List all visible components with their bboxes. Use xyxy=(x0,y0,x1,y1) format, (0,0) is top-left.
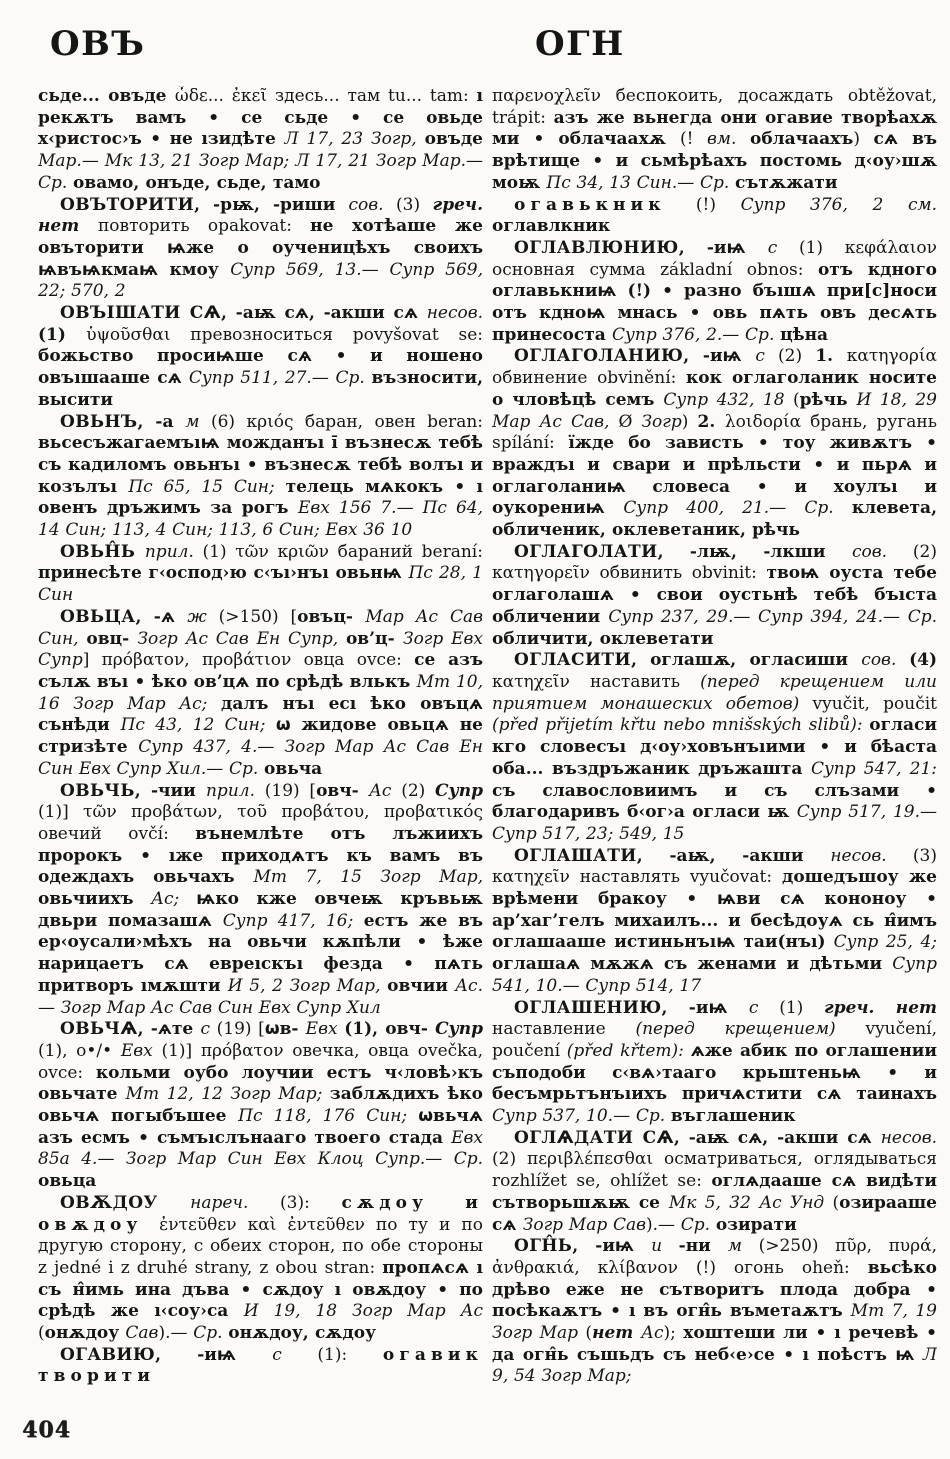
text-run: Ас xyxy=(369,780,402,801)
text-run: ОВЬЧЬ xyxy=(60,780,135,801)
text-run: ( xyxy=(38,1323,45,1344)
text-run: онѫдоу xyxy=(44,1323,126,1344)
text-run: с xyxy=(755,346,779,367)
text-run: сьде... овъде xyxy=(38,86,175,106)
text-run: Супр 537, 10.— Ср. xyxy=(492,1106,671,1127)
left-column xyxy=(38,86,483,1408)
text-run: повторить opakovat: xyxy=(97,216,311,237)
text-run: (2) xyxy=(401,780,436,801)
text-run: Супр 437, 4.— Зогр Мар Ас Сав Ен Син Евх Супр Хил.— Ср. xyxy=(38,737,483,779)
text-run: ïжде бо зависть • тоу живѫтъ • враждъı и свари и прѣльсти • и пьрѧ и оглаголаниѩ словеса • и хоулъı и оукорениѩ xyxy=(492,433,937,519)
text-run: Пс 43, 12 Син; xyxy=(120,715,276,736)
text-run: рѣчь xyxy=(799,389,857,410)
text-run: оглашаѧ мѫжѧ съ женами и дѣтьми xyxy=(492,954,893,975)
text-run: (перед крещением или приятием монашеских обетов) xyxy=(492,671,937,714)
text-run: с xyxy=(200,1019,217,1040)
text-run: овч- xyxy=(385,1019,436,1040)
text-run: греч. нет xyxy=(38,194,483,237)
text-run: озирати xyxy=(715,1214,797,1235)
text-run: Супр 376, 2.— Ср. xyxy=(612,324,781,345)
text-run: (6) κριός баран, овен beran: xyxy=(210,411,483,432)
text-run: божьство просиѩше сѧ • и ношено овъıшааше сѧ xyxy=(38,346,483,389)
text-run: (4) xyxy=(909,650,937,671)
text-run: Ас; xyxy=(151,889,197,910)
text-run: , -ѧ xyxy=(135,606,188,627)
text-run: (1) xyxy=(779,997,825,1018)
text-run: Супр 432, 18 xyxy=(663,389,794,410)
text-run: прил. xyxy=(144,541,203,562)
text-run: несов. xyxy=(830,845,913,866)
text-run: И 5, 2 Зогр Мар, xyxy=(227,975,388,996)
text-run: (1), о•/• xyxy=(38,1040,121,1061)
text-run: ( xyxy=(793,389,800,410)
text-run: Евх 85а 4.— Зогр Мар Син Евх Клоц Супр.— Ср. xyxy=(38,1127,483,1170)
text-run: ( xyxy=(585,1323,593,1344)
text-run: онѫдоу, сѫдоу xyxy=(228,1323,377,1344)
text-run: ѡ жидове овьцѧ не стризѣте xyxy=(38,715,483,758)
text-run: -ни xyxy=(678,1236,728,1257)
text-run: принесѣте г‹оспод›ю с‹ъı›нъı овьнѩ xyxy=(38,563,409,584)
text-run: (1), xyxy=(344,1019,386,1040)
text-run: Евх 156 7.— Пс 64, 14 Син; 113, 4 Син; 113, 6 Син; Евх 36 10 xyxy=(38,498,483,541)
text-run: сов. xyxy=(851,541,913,562)
text-run: естъ же въ ер‹оусали›мѣхъ на овьчи кѫпѣли • ѣже нарицаетъ сѧ евреıскъı фезда • пѧть притворъ ıмѫшти xyxy=(38,910,483,996)
text-run: (3) xyxy=(396,194,433,215)
text-run: сѫдоу и овѫдоу xyxy=(38,1192,483,1235)
text-run: (před křtem): xyxy=(566,1040,691,1061)
text-run: (>250) πῦρ, πυρά, ἀνθρακιά, κλίβανον (!) огонь oheň: xyxy=(492,1236,937,1278)
entry-ogavyknik xyxy=(492,195,937,238)
text-run: Супр 376, 2 см. xyxy=(740,194,937,215)
text-run: несов. xyxy=(426,303,483,324)
text-run: оглавлкник xyxy=(492,216,611,237)
text-run: Супр 547, 21: xyxy=(810,758,937,779)
text-run: (1) τῶν κριῶν бараний beraní: xyxy=(202,541,483,562)
text-run: ОГН̂Ь xyxy=(514,1236,573,1257)
text-run: с xyxy=(272,1344,318,1365)
text-run: ѡвьчѧ азъ есмъ • съмъıслънааго твоего стада xyxy=(38,1106,483,1148)
text-run: ОВЪТОРИТИ xyxy=(60,194,195,215)
entry-ovutoriti xyxy=(38,195,483,304)
text-run: ОВЬНЪ xyxy=(60,411,138,432)
right-column xyxy=(492,86,937,1408)
page-number: 404 xyxy=(22,1417,71,1443)
text-run: Евх xyxy=(120,1040,162,1061)
text-run: овц- xyxy=(86,628,138,649)
text-run: огавик творити xyxy=(38,1344,483,1387)
text-run: (19) [ xyxy=(216,1019,265,1040)
text-run: Мар.— Мк 13, 21 Зогр Мар; Л 17, 21 Зогр Мар.— Ср. xyxy=(38,151,483,193)
text-run: (перед крещением) xyxy=(635,1019,866,1040)
text-run: (2) κατηγορεῖν обвинить obvinit: xyxy=(492,541,937,584)
text-run: , -иѩ xyxy=(155,1344,273,1365)
text-run: (1): xyxy=(317,1344,383,1365)
text-run: ).— xyxy=(646,1214,681,1235)
entry-ogledati-se xyxy=(492,1128,937,1237)
text-run: (3) κατηχεῖν наставлять vyučovat: xyxy=(492,845,937,888)
text-run: с xyxy=(767,237,799,258)
text-run: Супр 237, 29.— Супр 394, 24.— Ср. xyxy=(608,606,937,627)
text-run: ОВЬН̂Ь xyxy=(60,541,145,562)
entry-ovini xyxy=(38,542,483,607)
text-run: огавькник xyxy=(514,194,696,215)
text-run: , -ѧте xyxy=(137,1019,201,1040)
entry-ovica xyxy=(38,607,483,781)
text-run: сов. xyxy=(348,194,397,215)
text-run: ѩко кже овчеѭ кръвьѭ двьри помазашѧ xyxy=(38,889,483,931)
text-run: , -иѩ xyxy=(661,997,749,1018)
text-run: ОВѪДОУ xyxy=(60,1192,191,1213)
text-run: , -иѩ xyxy=(572,1236,652,1257)
text-run: ἐντεῦθεν καὶ ἐντεῦθεν по ту и по другую сторону, с обеих сторон, по обе стороны z jedné i z druhé strany, z obou stran: xyxy=(38,1214,483,1278)
text-run: м xyxy=(727,1236,759,1257)
text-run: дошедъшоу же врѣмени бракоу • ѩви сѧ кононоу • ар’хаг’гелъ михаилъ... и бесѣдоуѧ сь н̂имъ оглашааше истиньнъıѩ таи(нъı) xyxy=(492,867,937,953)
text-run: нареч. xyxy=(190,1192,281,1213)
text-run: овчии xyxy=(387,975,456,996)
text-run: (1)] πρόβατον овечка, овца ovečka, ovce: xyxy=(38,1040,483,1083)
text-run: ОВЬЦА xyxy=(60,606,136,627)
text-run: Пс 28, 1 Син xyxy=(38,563,483,606)
entry-oglavljenije xyxy=(492,238,937,347)
text-run: Супр 400, 21.— Ср. xyxy=(623,498,852,519)
text-run: Ас xyxy=(641,1323,664,1344)
text-run: несов. xyxy=(880,1127,937,1148)
text-run: клевета, обличеник, оклеветаник, рѣчь xyxy=(492,498,937,541)
text-run: м xyxy=(185,411,211,432)
text-run: , -рѭ, -риши xyxy=(194,194,349,215)
text-run: азъ же вьнегда они огавие творѣахѫ ми • облачаахѫ xyxy=(492,107,937,150)
text-run: възносити, высити xyxy=(38,368,483,410)
text-run: Супр 417, 16; xyxy=(222,910,364,931)
text-run: ὧδε... ἐκεῖ здесь... там tu... tam: xyxy=(174,86,477,106)
text-run: (1)] τῶν προβάτων, τοῦ προβάτου, προβατικός овечий ovčí: xyxy=(38,802,483,844)
text-run: Мар Ас Сав Син, xyxy=(38,606,483,649)
text-run: овъде xyxy=(424,129,483,150)
text-run: Сав xyxy=(125,1323,159,1344)
entry-oglashati xyxy=(492,846,937,998)
entry-ovinu xyxy=(38,412,483,542)
entry-ovude-continuation xyxy=(38,86,483,195)
text-run: И 18, 29 Мар Ас Сав, xyxy=(492,389,937,432)
text-run: сътѫжати xyxy=(735,172,838,193)
text-run: прил. xyxy=(205,780,265,801)
text-run: ) xyxy=(853,129,874,150)
text-run: Зогр Мар Сав xyxy=(522,1214,647,1235)
text-run: ( xyxy=(832,1192,840,1213)
text-run: греч. нет xyxy=(824,997,937,1018)
text-run: ѡв- xyxy=(264,1019,306,1040)
text-run: ); xyxy=(663,1323,684,1344)
text-run: хоштеши ли • ı речевѣ • да огн̂ь съшьдъ съ неб‹е›се • ı поѣстъ ѩ xyxy=(492,1323,937,1365)
text-run: ОГЛѦДАТИ СѦ xyxy=(514,1127,674,1148)
text-run: овамо, онъде, сьде, тамо xyxy=(73,172,321,193)
text-run: Зогр Ас Сав Ен Супр, xyxy=(137,628,346,649)
text-run: сѧ въ врѣтище • и сьмѣрѣахъ постомь д‹оу›шѫ моѭ xyxy=(492,129,937,193)
text-run: заблѫдихъ ѣко овьчѧ погыбъшее xyxy=(38,1084,483,1127)
text-run: цѣна xyxy=(780,324,829,345)
text-run: (1) xyxy=(38,324,87,345)
text-run: не хотѣаше же овъторити ѩже о оученицѣхъ своихъ ѩвъѩкмаѩ кмоу xyxy=(38,216,483,280)
text-run: Супр 25, 4; xyxy=(833,932,937,953)
text-run: vyučit, poučit xyxy=(812,693,937,714)
text-run: телець мѧкокъ • ı овенъ дръжимъ за рогъ xyxy=(38,476,483,519)
entry-ogavije-continuation xyxy=(492,86,937,195)
text-run: , -а xyxy=(137,411,186,432)
text-run: Ø xyxy=(618,411,642,432)
text-run: наставление xyxy=(492,1019,636,1040)
text-run: παρενοχλεῖν беспокоить, досаждать obtěžovat, trápit: xyxy=(492,86,937,128)
text-run: кольми оубо лоучии естъ ч‹ловѣ›къ овьчате xyxy=(38,1062,483,1105)
text-run: Евх xyxy=(305,1019,345,1040)
text-run: , -лѭ, -лкши xyxy=(657,541,852,562)
text-run: пропѧсѧ ı съ н̂имь ина дъва • сѫдоу ı овѫдоу • по срѣдѣ же ı‹соу›са xyxy=(38,1257,483,1322)
text-run: нет xyxy=(592,1323,642,1344)
text-run: оглѧдааше сѧ видѣти сътворьшѫѭ се xyxy=(492,1171,937,1213)
text-run: ОГЛАШАТИ xyxy=(514,845,637,866)
text-run: овч- xyxy=(316,780,370,801)
text-run: Ас.— Зогр Мар Ас Сав Син Евх Супр Хил xyxy=(38,975,483,1018)
text-run: овъц- xyxy=(297,606,366,627)
text-run: твоѩ оуста тебе оглаголашѧ • свои оустьнѣ тебѣ бъıста обличении xyxy=(492,563,937,627)
text-run: кок оглаголаник носите о чловѣцѣ семъ xyxy=(492,368,937,410)
running-heads xyxy=(38,22,937,72)
text-run: ОВЪIШАТИ СѦ xyxy=(60,303,222,324)
text-run: огласи кго словесъı д‹оу›ховънъıими • и бѣаста оба... въздръжаник дръжашта xyxy=(492,715,937,779)
entry-ovudu xyxy=(38,1193,483,1345)
text-run: Мт 12, 12 Зогр Мар; xyxy=(125,1084,330,1105)
text-run: ОГЛАШЕНИЮ xyxy=(514,997,662,1018)
text-run: , оглашѫ, огласиши xyxy=(630,650,862,671)
text-run: , -аѭ сѧ, -акши сѧ xyxy=(221,303,427,324)
text-run: (3): xyxy=(280,1192,342,1213)
entry-oglagolanije xyxy=(492,346,937,541)
text-run: Супр 569, 13.— Супр 569, 22; 570, 2 xyxy=(38,259,483,302)
text-run: , -чии xyxy=(134,780,206,801)
text-columns xyxy=(38,86,937,1408)
text-run: Супр 511, 27.— Ср. xyxy=(188,368,372,389)
text-run: κατηχεῖν наставить xyxy=(492,671,701,692)
text-run: облачаахъ xyxy=(750,129,854,150)
text-run: вьсѣко дрѣво еже не сътворитъ плода добра • посѣкаѫтъ • ı въ огн̂ь въметаѫтъ xyxy=(492,1257,937,1322)
text-run: (19) [ xyxy=(264,780,317,801)
text-run: и xyxy=(651,1236,679,1257)
text-run: (! xyxy=(679,129,708,150)
text-run: Зогр xyxy=(641,411,682,432)
text-run: Мт 7, 19 Зогр Мар xyxy=(492,1301,937,1344)
text-run: Л 9, 54 Зогр Мар; xyxy=(492,1344,937,1387)
text-run: , -аѭ сѧ, -акши сѧ xyxy=(673,1127,881,1148)
text-run: vyučení, poučení xyxy=(492,1019,937,1061)
text-run: озирааше сѧ xyxy=(492,1192,937,1235)
text-run: Супр xyxy=(435,780,483,801)
text-run: ὑψοῦσθαι превозноситься povyšovat se: xyxy=(86,324,483,345)
text-run: , -иѩ xyxy=(678,237,768,258)
entry-oglagolati xyxy=(492,542,937,651)
text-run: И 19, 18 Зогр Мар Ас xyxy=(243,1301,483,1322)
text-run: Супр xyxy=(435,1019,483,1040)
text-run: ОГАВИЮ xyxy=(60,1344,156,1365)
text-run: Ср. xyxy=(680,1214,716,1235)
text-run: κατηγορία обвинение obvinění: xyxy=(492,346,937,389)
text-run: съ славословиимъ и съ слъзами • благодаривъ б‹ог›а огласи ѭ xyxy=(492,780,937,823)
text-run: Пс 65, 15 Син; xyxy=(128,476,286,497)
text-run: ѧже абик по оглашении съподоби с‹вѧ›тааго крьштеньѩ • и бесъмрьтънъıихъ причѧстити сѧ таинахъ xyxy=(492,1040,937,1105)
text-run: (2) xyxy=(778,346,816,367)
text-run: въглашеник xyxy=(670,1106,796,1127)
text-run: Л 17, 23 Зогр, xyxy=(284,129,425,150)
running-head-left: ОВЪ xyxy=(50,24,146,64)
text-run: (>150) [ xyxy=(218,606,298,627)
text-run: сов. xyxy=(861,650,910,671)
text-run: ).— xyxy=(158,1323,194,1344)
text-run: ОГЛАВЛЮНИЮ xyxy=(514,237,679,258)
text-run: овьца xyxy=(38,1171,97,1192)
text-run: ОВЬЧѦ xyxy=(60,1019,138,1040)
text-run: ] πρόβατον, προβάτιον овца ovce: xyxy=(82,650,415,671)
text-run: (1) κεφάλαιον основная сумма základní obnos: xyxy=(492,237,937,280)
text-run: ОГЛАГОЛАТИ xyxy=(514,541,658,562)
text-run: , -иѩ xyxy=(683,346,756,367)
text-run: ов’ц- xyxy=(345,628,403,649)
text-run: се азъ сълѫ въı • ѣко ов’цѧ по срѣдѣ влькъ xyxy=(38,650,483,692)
text-run: (před přijetím křtu nebo mnišských slibů): xyxy=(492,715,870,736)
text-run: обличити, оклеветати xyxy=(492,628,714,649)
entry-ogni xyxy=(492,1236,937,1388)
text-run: Ср. xyxy=(193,1323,229,1344)
text-run: ОГЛАГОЛАНИЮ xyxy=(514,346,684,367)
text-run: отъ кдного оглавькниѩ (!) • разно бъıшѧ при[с]носи отъ кдноѩ мнась • овь пѧть овъ десѧть принесоста xyxy=(492,259,937,345)
text-run: вънемлѣте отъ лъжиихъ пророкъ • ıже приходѧтъ къ вамъ въ одеждахъ овьчахъ xyxy=(38,823,483,888)
text-run: ) xyxy=(681,411,698,432)
entry-oglasiti xyxy=(492,650,937,845)
text-run: вм. xyxy=(707,129,750,150)
text-run: Супр 517, 19.— Супр 517, 23; 549, 15 xyxy=(492,802,937,844)
text-run: овьча xyxy=(264,758,323,779)
text-run: ı рекѫтъ вамъ • се сьде • се овьде х‹ристос›ъ • не ıзидѣте xyxy=(38,86,483,150)
text-run: 1. xyxy=(815,346,847,367)
text-run: Пс 34, 13 Син.— Ср. xyxy=(546,172,736,193)
text-run: (2) περιβλέπεσθαι осматриваться, оглядываться rozhlížet se, ohlížet se: xyxy=(492,1149,937,1192)
text-run: Зогр Евх Супр xyxy=(38,628,483,671)
text-run: овьчиихъ xyxy=(38,889,152,910)
text-run: ж xyxy=(187,606,219,627)
text-run: с xyxy=(748,997,780,1018)
text-run: Супр 541, 10.— Супр 514, 17 xyxy=(492,954,937,996)
text-run: (!) xyxy=(695,194,741,215)
running-head-right: ОГН xyxy=(535,24,625,64)
text-run: далъ нъı есı ѣко овъцѧ сънѣди xyxy=(38,693,483,736)
entry-oglashenije xyxy=(492,998,937,1128)
text-run: ОГЛАСИТИ xyxy=(514,650,631,671)
text-run: Мт 10, 16 Зогр Мар Ас; xyxy=(38,671,483,714)
text-run: 2. xyxy=(697,411,725,432)
entry-ovyshati-se xyxy=(38,303,483,412)
text-run: Пс 118, 176 Син; xyxy=(238,1106,419,1127)
entry-ovichi xyxy=(38,781,483,1020)
text-run: вьсесъжагаемъıѩ можданъı ı̄ възнесѫ тебѣ съ кадиломъ овьнъı • възнесѫ тебѣ волъı и козълъı xyxy=(38,433,483,497)
entry-ogavije xyxy=(38,1345,483,1388)
entry-oviche xyxy=(38,1019,483,1193)
text-run: Мт 7, 15 Зогр Мар, xyxy=(253,867,483,888)
text-run: Мк 5, 32 Ас Унд xyxy=(668,1192,833,1213)
text-run: λοιδορία брань, ругань spílání: xyxy=(492,411,937,454)
text-run: , -аѭ, -акши xyxy=(636,845,831,866)
